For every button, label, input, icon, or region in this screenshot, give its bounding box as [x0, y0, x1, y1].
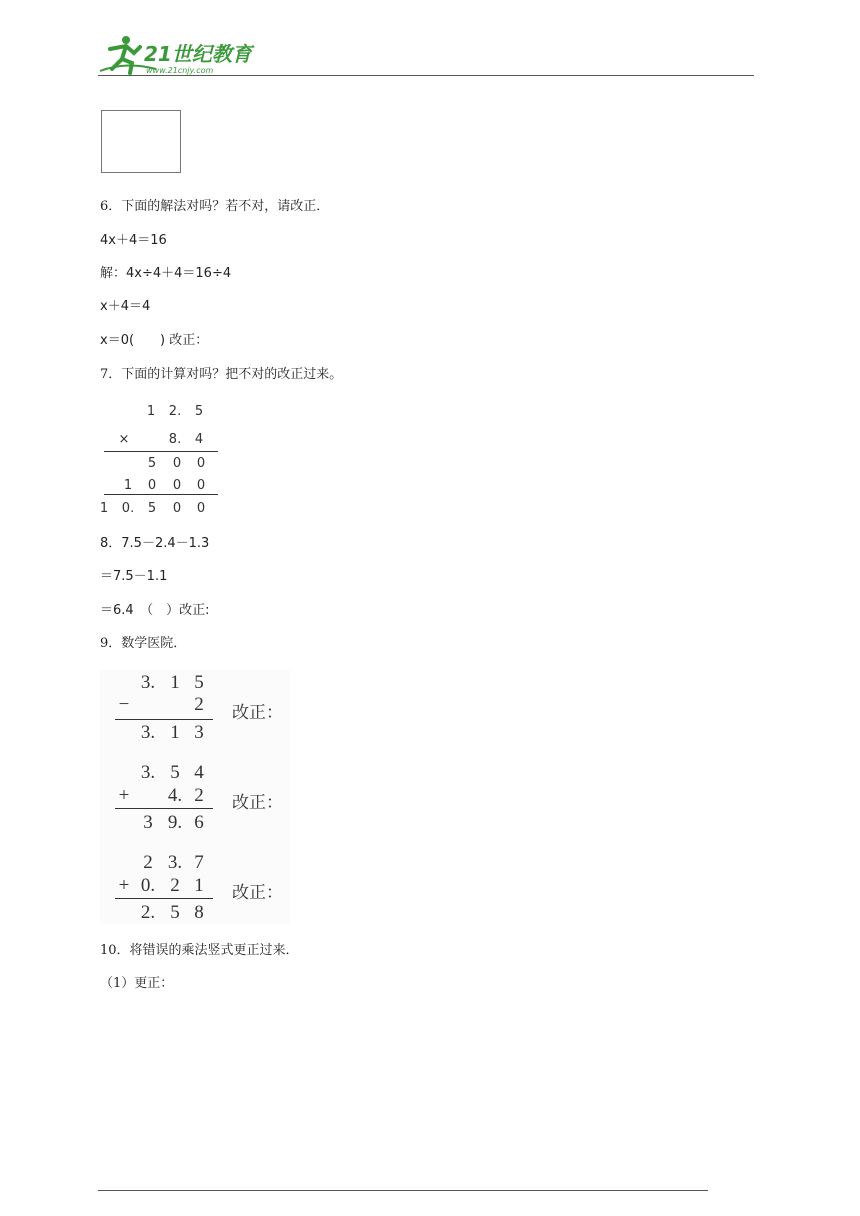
calc-digit: 4 [194, 432, 204, 447]
calc-digit: 3. [140, 722, 156, 743]
footer-rule [98, 1190, 708, 1191]
header-rule [98, 75, 754, 76]
calc-digit: 7 [194, 852, 204, 873]
multiply-sign: × [118, 432, 130, 447]
calc-digit: 1 [170, 672, 180, 693]
minus-sign: − [118, 694, 130, 715]
logo [96, 33, 266, 79]
calc-digit: 6 [194, 812, 204, 833]
runner-logo-icon [96, 33, 266, 79]
calc-digit: 3. [140, 762, 156, 783]
correction-label: 改正： [232, 793, 283, 813]
q6-line-2: 解：4x÷4＋4＝16÷4 [100, 266, 232, 281]
calc-digit: 2 [143, 852, 153, 873]
q8-line-2: ＝7.5－1.1 [100, 569, 168, 584]
calc-rule [115, 898, 213, 899]
calc-digit: 3 [194, 722, 204, 743]
calc-digit: 9. [167, 812, 183, 833]
calc-digit: 2 [194, 785, 204, 806]
calc-rule [104, 494, 218, 495]
calc-digit: 8. [168, 432, 182, 447]
calc-digit: 0. [140, 875, 156, 896]
calc-digit: 0 [172, 478, 182, 493]
calc-digit: 4 [194, 762, 204, 783]
calc-digit: 0 [147, 478, 157, 493]
calc-digit: 5 [147, 501, 157, 516]
calc-digit: 2 [194, 694, 204, 715]
q9-title: 9．数学医院． [100, 636, 187, 651]
q8-line-1: 8．7.5－2.4－1.3 [100, 536, 210, 551]
q6-title: 6．下面的解法对吗？若不对，请改正． [100, 199, 330, 214]
calc-digit: 1 [194, 875, 204, 896]
calc-digit: 5 [170, 902, 180, 923]
calc-digit: 5 [194, 672, 204, 693]
calc-digit: 5 [170, 762, 180, 783]
calc-digit: 0 [196, 501, 206, 516]
correction-label: 改正： [232, 883, 283, 903]
q7-title: 7．下面的计算对吗？把不对的改正过来。 [100, 367, 343, 382]
correction-label: 改正： [232, 703, 283, 723]
calc-digit: 0 [196, 478, 206, 493]
calc-rule [115, 719, 213, 720]
answer-box [101, 110, 181, 173]
calc-rule [104, 451, 218, 452]
q6-line-4: x＝0( ) 改正： [100, 333, 209, 348]
logo-title: 21世纪教育 [144, 42, 252, 66]
calc-digit: 0 [172, 501, 182, 516]
calc-digit: 0 [196, 456, 206, 471]
calc-digit: 1 [123, 478, 133, 493]
q8-line-3: ＝6.4 （ ）改正: [100, 603, 210, 618]
calc-digit: 1 [170, 722, 180, 743]
calc-digit: 3. [140, 672, 156, 693]
calc-digit: 2. [168, 404, 182, 419]
q10-title: 10．将错误的乘法竖式更正过来． [100, 943, 299, 958]
calc-digit: 2 [170, 875, 180, 896]
calc-digit: 0 [172, 456, 182, 471]
plus-sign: + [118, 785, 130, 806]
calc-digit: 5 [147, 456, 157, 471]
plus-sign: + [118, 875, 130, 896]
calc-digit: 0. [121, 501, 135, 516]
calc-digit: 8 [194, 902, 204, 923]
calc-digit: 4. [167, 785, 183, 806]
q6-line-1: 4x＋4＝16 [100, 233, 167, 248]
calc-digit: 2. [140, 902, 156, 923]
calc-digit: 3 [143, 812, 153, 833]
q10-sub: （1）更正： [100, 976, 174, 991]
calc-digit: 5 [194, 404, 204, 419]
calc-digit: 1 [146, 404, 156, 419]
logo-url: www.21cnjy.com [146, 66, 214, 75]
calc-digit: 3. [167, 852, 183, 873]
calc-digit: 1 [99, 501, 109, 516]
q6-line-3: x＋4＝4 [100, 299, 151, 314]
calc-rule [115, 808, 213, 809]
